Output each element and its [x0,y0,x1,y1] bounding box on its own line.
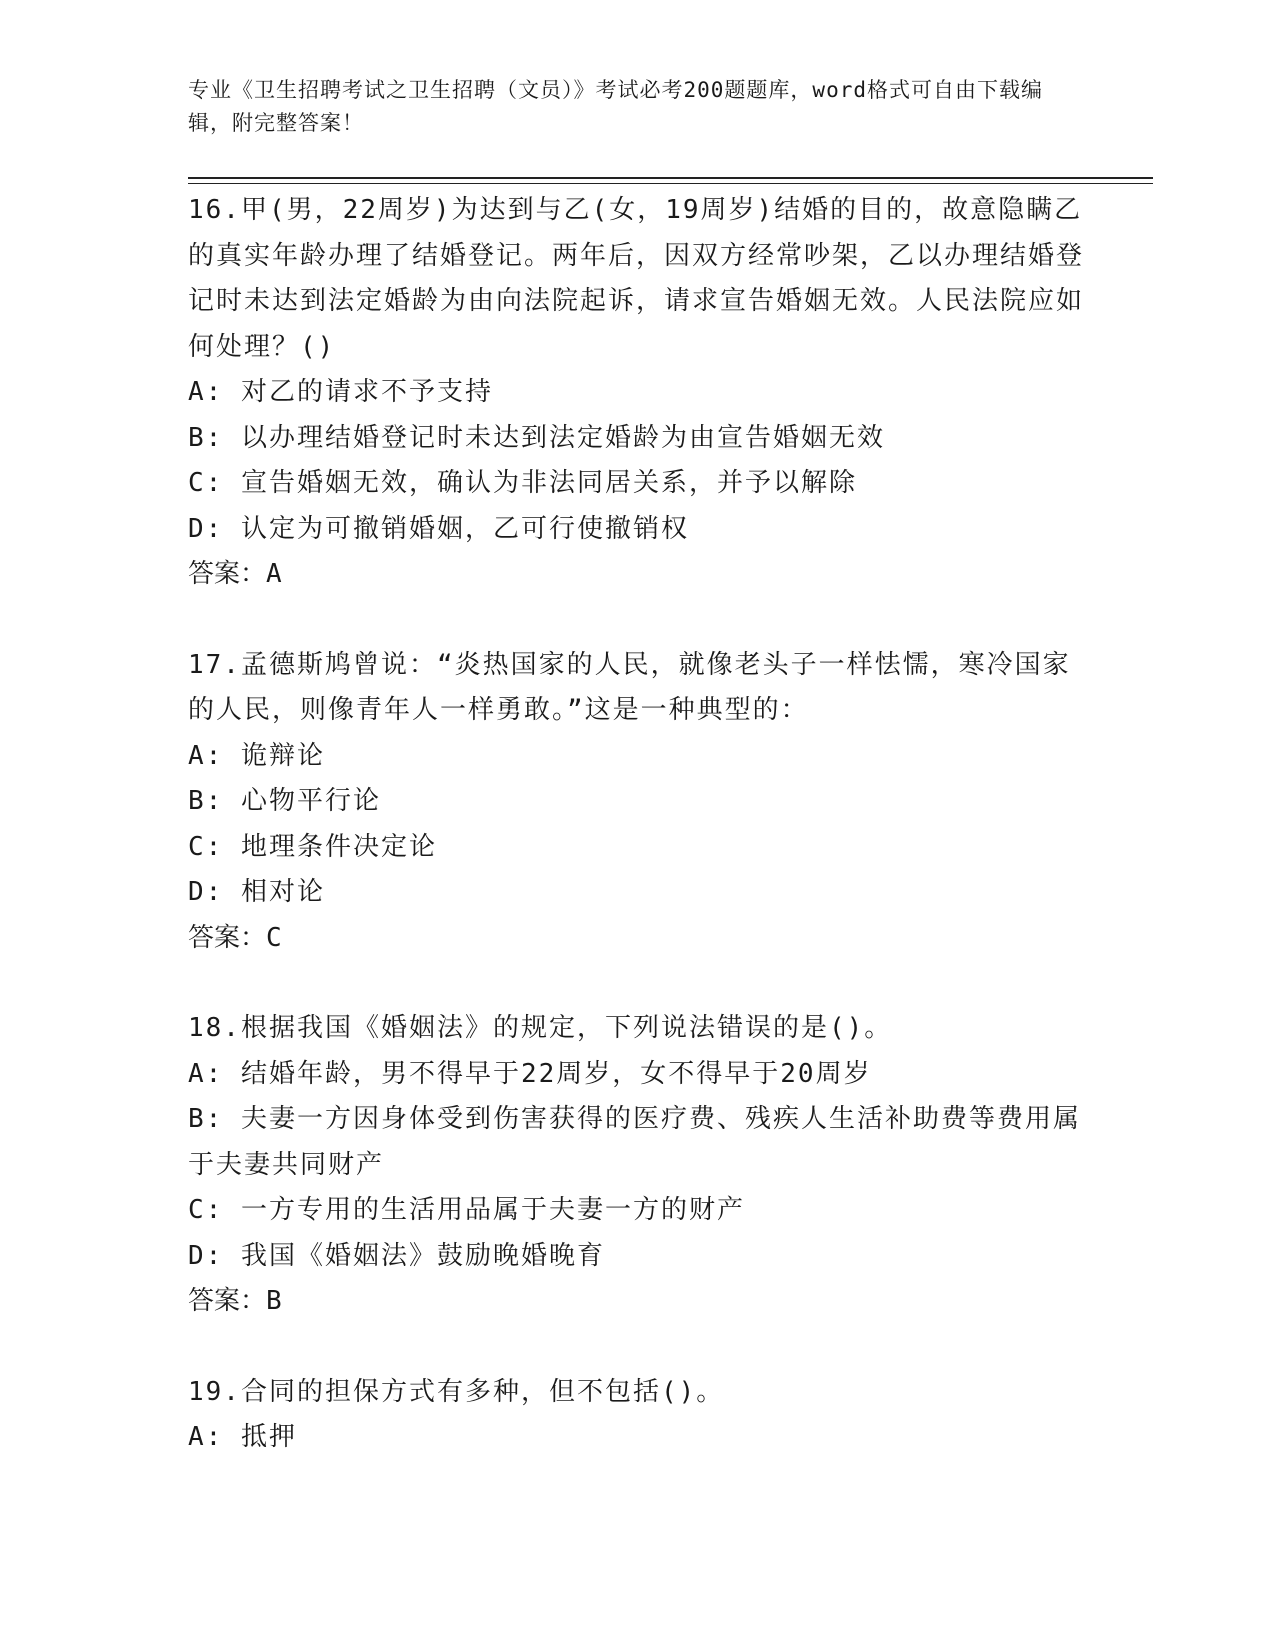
option-c: C: 地理条件决定论 [188,831,437,862]
question-stem: 18.根据我国《婚姻法》的规定，下列说法错误的是()。 [188,1013,893,1043]
answer-line [188,916,1088,962]
question-stem: 19.合同的担保方式有多种，但不包括()。 [188,1376,725,1407]
question-stem: 17.孟德斯鸠曾说：“炎热国家的人民，就像老头子一样怯懦，寒冷国家的人民，则像青年人一样勇敢。”这是一种典型的： [188,649,1071,725]
option-c: C: 宣告婚姻无效，确认为非法同居关系，并予以解除 [188,468,857,498]
option-a: A: 结婚年龄，男不得早于22周岁，女不得早于20周岁 [188,1058,872,1089]
document-header: 专业《卫生招聘考试之卫生招聘（文员）》考试必考200题题库，word格式可自由下载编辑，附完整答案！ [188,78,1043,135]
answer-label: 答案： [188,922,267,953]
option-d: D: 我国《婚姻法》鼓励晚婚晚育 [188,1240,605,1271]
answer-label: 答案： [188,1286,267,1316]
question-16 [188,188,1088,598]
option-b: B: 心物平行论 [188,786,381,816]
question-list [188,188,1088,1461]
option-c: C: 一方专用的生活用品属于夫妻一方的财产 [188,1195,745,1225]
option-a: A: 抵押 [188,1422,297,1452]
header-divider-thick [188,177,1153,179]
answer-line [188,552,1088,598]
option-a: A: 对乙的请求不予支持 [188,377,493,407]
answer-value: B [266,1286,282,1316]
option-d: D: 相对论 [188,877,325,907]
question-18 [188,1006,1088,1325]
option-d: D: 认定为可撤销婚姻，乙可行使撤销权 [188,513,689,544]
option-a: A: 诡辩论 [188,740,325,771]
answer-line [188,1279,1088,1325]
question-17 [188,643,1088,962]
answer-label: 答案： [188,559,267,589]
question-stem: 16.甲(男，22周岁)为达到与乙(女，19周岁)结婚的目的，故意隐瞒乙的真实年龄办理了结婚登记。两年后，因双方经常吵架，乙以办理结婚登记时未达到法定婚龄为由向法院起诉，请求宣告婚姻无效。人民法院应如何处理？() [188,195,1085,362]
question-19 [188,1370,1088,1461]
answer-value: C [266,922,282,953]
answer-value: A [266,559,282,589]
option-b: B: 以办理结婚登记时未达到法定婚龄为由宣告婚姻无效 [188,422,885,453]
option-b: B: 夫妻一方因身体受到伤害获得的医疗费、残疾人生活补助费等费用属于夫妻共同财产 [188,1104,1081,1180]
header-divider-thin [188,183,1153,184]
